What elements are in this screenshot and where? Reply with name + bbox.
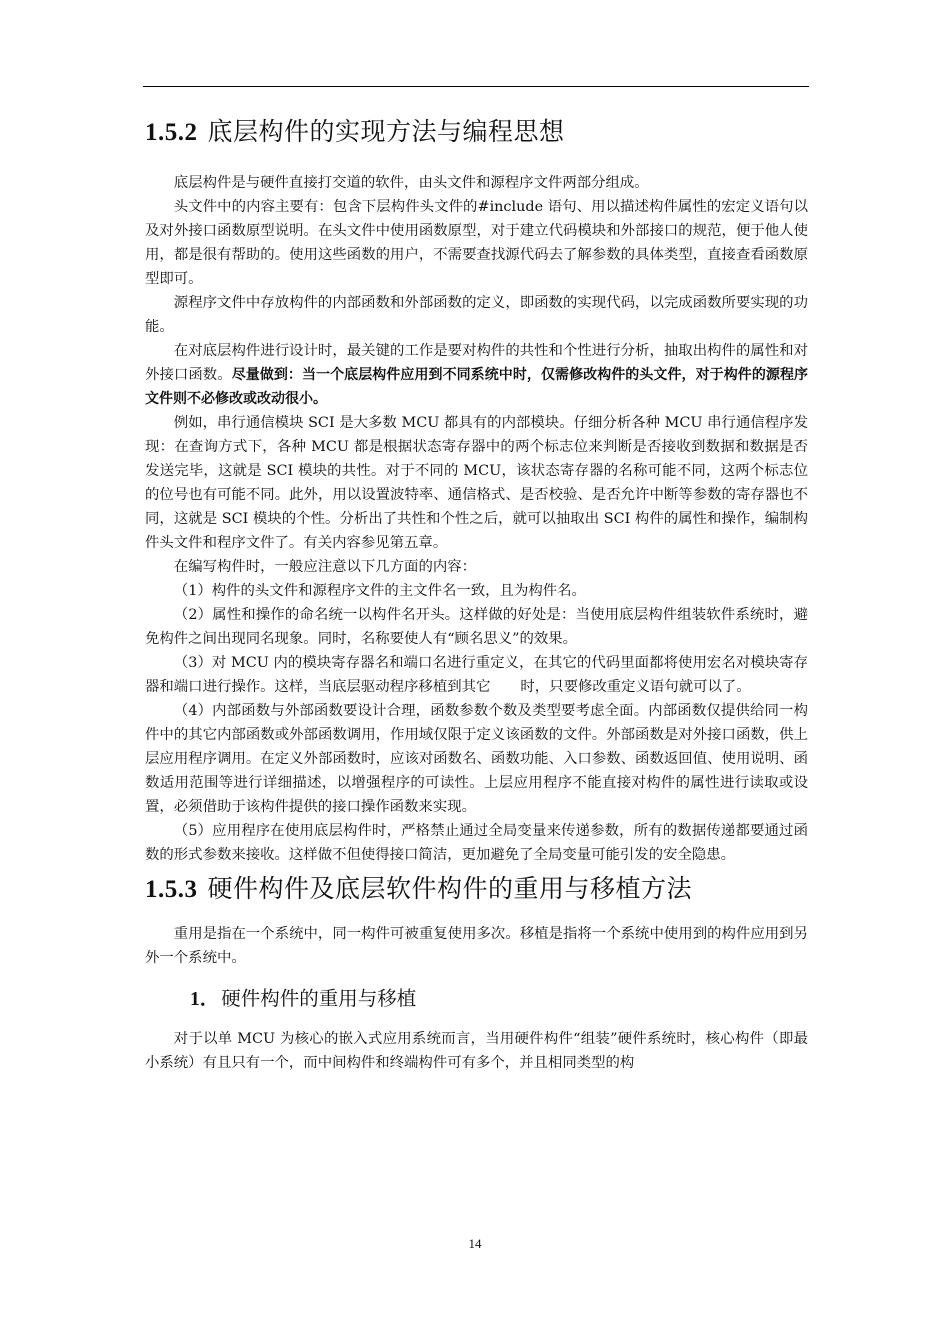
list-item-text: 时，只要修改重定义语句就可以了。 — [520, 679, 751, 695]
list-item — [145, 651, 808, 699]
header-rule — [143, 86, 809, 87]
paragraph: 源程序文件中存放构件的内部函数和外部函数的定义，即函数的实现代码，以完成函数所要实现的功能。 — [145, 295, 808, 335]
list-item: （4）内部函数与外部函数要设计合理，函数参数个数及类型要考虑全面。内部函数仅提供给同一构件中的其它内部函数或外部函数调用，作用域仅限于定义该函数的文件。外部函数是对外接口函数，供上层应用程序调用。在定义外部函数时，应该对函数名、函数功能、入口参数、函数返回值、使用说明、函数适用范围等进行详细描述，以增强程序的可读性。上层应用程序不能直接对构件的属性进行读取或设置，必须借助于该构件提供的接口操作函数来实现。 — [145, 703, 808, 815]
list-item: （5）应用程序在使用底层构件时，严格禁止通过全局变量来传递参数，所有的数据传递都要通过函数的形式参数来接收。这样做不但使得接口简洁，更加避免了全局变量可能引发的安全隐患。 — [145, 823, 808, 863]
list-item: （2）属性和操作的命名统一以构件名开头。这样做的好处是：当使用底层构件组装软件系统时，避免构件之间出现同名现象。同时，名称要使人有“顾名思义”的效果。 — [145, 607, 808, 647]
paragraph-text: 在对底层构件进行设计时，最关键的工作是要对构件的共性和个性进行分析，抽取出构件的属性和对外接口函数。 — [145, 343, 808, 383]
page-content — [145, 112, 808, 1075]
paragraph: 底层构件是与硬件直接打交道的软件，由头文件和源程序文件两部分组成。 — [173, 175, 649, 191]
paragraph: 重用是指在一个系统中，同一构件可被重复使用多次。移植是指将一个系统中使用到的构件应用到另外一个系统中。 — [145, 926, 808, 966]
section-number: 1.5.2 — [145, 119, 198, 146]
paragraph: 头文件中的内容主要有：包含下层构件头文件的#include 语句、用以描述构件属性的宏定义语句以及对外接口函数原型说明。在头文件中使用函数原型，对于建立代码模块和外部接口的规范，便于他人使用，都是很有帮助的。使用这些函数的用户，不需要查找源代码去了解参数的具体类型，直接查看函数原型即可。 — [145, 199, 808, 287]
paragraph: 对于以单 MCU 为核心的嵌入式应用系统而言，当用硬件构件“组装”硬件系统时，核心构件（即最小系统）有且只有一个，而中间构件和终端构件可有多个，并且相同类型的构 — [145, 1031, 808, 1071]
list-item: （1）构件的头文件和源程序文件的主文件名一致，且为构件名。 — [173, 583, 586, 599]
section-heading-1-5-2 — [145, 112, 808, 153]
subsection-number: 1． — [190, 989, 220, 1010]
emphasized-text: 尽量做到：当一个底层构件应用到不同系统中时，仅需修改构件的头文件，对于构件的源程序文件则不必修改或改动很小。 — [145, 367, 808, 407]
page-number: 14 — [468, 1236, 482, 1251]
list-item-text: （3）对 MCU 内的模块寄存器名和端口名进行重定义，在其它的代码里面都将使用宏名对模块寄存器和端口进行操作。这样，当底层驱动程序移植到其它 — [145, 655, 808, 695]
subsection-heading — [190, 982, 808, 1017]
section-number: 1.5.3 — [145, 876, 198, 903]
subsection-title: 硬件构件的重用与移植 — [221, 987, 417, 1010]
paragraph: 例如，串行通信模块 SCI 是大多数 MCU 都具有的内部模块。仔细分析各种 MCU 串行通信程序发现：在查询方式下，各种 MCU 都是根据状态寄存器中的两个标志位来判断是否接收到数据和数据是否发送完毕，这就是 SCI 模块的共性。对于不同的 MCU，该状态寄存器的名称可能不同，这两个标志位的位号也有可能不同。此外，用以设置波特率、通信格式、是否校验、是否允许中断等参数的寄存器也不同，这就是 SCI 模块的个性。分析出了共性和个性之后，就可以抽取出 SCI 构件的属性和操作，编制构件头文件和程序文件了。有关内容参见第五章。 — [145, 415, 808, 551]
section-title: 硬件构件及底层软件构件的重用与移植方法 — [207, 874, 693, 903]
section-title: 底层构件的实现方法与编程思想 — [207, 117, 565, 146]
paragraph — [145, 339, 808, 411]
section-heading-1-5-3 — [145, 869, 808, 910]
paragraph: 在编写构件时，一般应注意以下几方面的内容： — [173, 559, 477, 575]
